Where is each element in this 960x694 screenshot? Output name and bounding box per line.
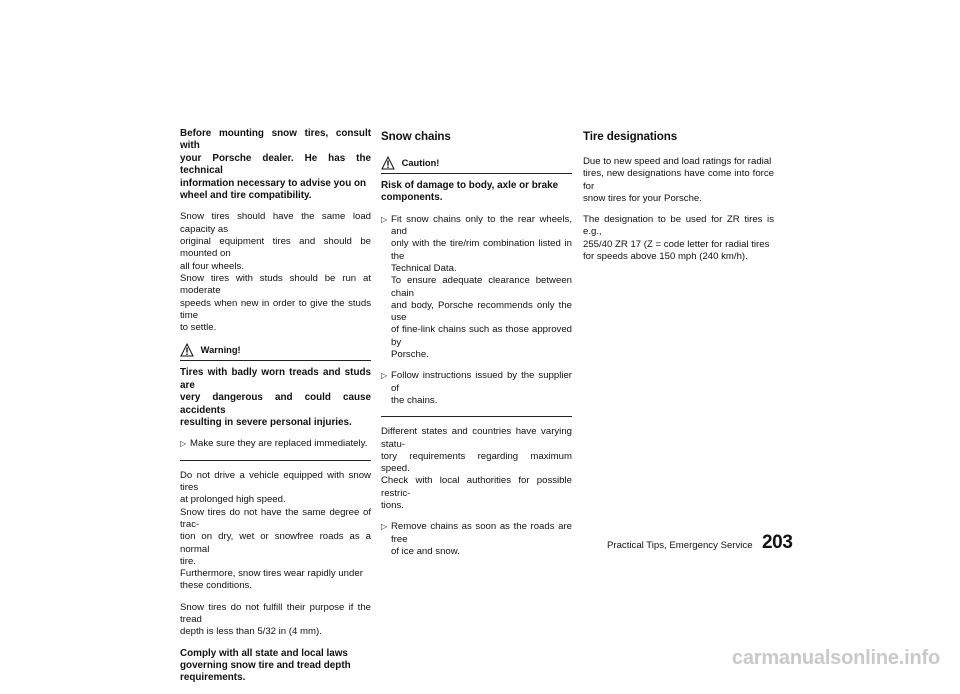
watermark-text: carmanualsonline.info <box>731 647 940 669</box>
warning-bold-text: Tires with badly worn treads and studs are very dangerous and could cause accidents resulting in severe personal injuries. <box>180 367 371 429</box>
tire-designations-heading: Tire designations <box>583 130 678 143</box>
triangle-right-icon: ▷ <box>381 371 388 381</box>
warning-triangle-icon <box>381 156 395 170</box>
caution-bold-text: Risk of damage to body, axle or brake components. <box>381 180 559 204</box>
warning-bullet: ▷ Make sure they are replaced immediately. <box>180 438 368 450</box>
supplier-instructions-bullet: ▷ Follow instructions issued by the supplier of the chains. <box>381 370 572 406</box>
warning-triangle-icon <box>180 343 194 357</box>
section-title: Practical Tips, Emergency Service <box>607 540 753 551</box>
statutory-speed-paragraph: Different states and countries have varying statu- tory requirements regarding maximum speed. Check with local authorities for possible restric- tions. <box>381 426 572 512</box>
intro-bold-text: Before mounting snow tires, consult with your Porsche dealer. He has the technical information necessary to advise you on wheel and tire compatibility. <box>180 128 371 202</box>
rear-wheels-bullet: ▷ Fit snow chains only to the rear wheels, and only with the tire/rim combination listed in the Technical Data. To ensure adequate clearance between chain and body, Porsche recommends only the use of fine-link chains such as those approved by Porsche. <box>381 213 572 361</box>
caution-title: Caution! <box>401 157 440 168</box>
snow-chains-heading: Snow chains <box>381 130 451 143</box>
caution-header <box>381 156 572 174</box>
page-footer <box>607 532 793 554</box>
comply-laws-text: Comply with all state and local laws governing snow tire and tread depth requirements. <box>180 647 351 684</box>
caution-end-rule <box>381 416 572 417</box>
zr-designation-paragraph: The designation to be used for ZR tires is e.g., 255/40 ZR 17 (Z = code letter for radial tires for speeds above 150 mph (240 km/h). <box>583 214 774 263</box>
triangle-right-icon: ▷ <box>180 439 187 449</box>
column-tire-designations <box>583 128 774 272</box>
triangle-right-icon: ▷ <box>381 214 388 224</box>
column-snow-tires <box>180 128 371 694</box>
column-snow-chains <box>381 128 572 567</box>
new-designations-paragraph: Due to new speed and load ratings for radial tires, new designations have come into force for snow tires for your Porsche. <box>583 156 774 204</box>
high-speed-paragraph: Do not drive a vehicle equipped with snow tires at prolonged high speed. Snow tires do not have the same degree of trac- tion on dry, wet or snowfree roads as a normal tire. Furthermore, snow tires wear rapidly under these conditions. <box>180 469 371 592</box>
warning-title: Warning! <box>200 345 241 356</box>
tread-depth-paragraph: Snow tires do not fulfill their purpose if the tread depth is less than 5/32 in (4 mm). <box>180 601 371 638</box>
warning-end-rule <box>180 460 371 461</box>
triangle-right-icon: ▷ <box>381 522 388 532</box>
warning-header <box>180 343 371 361</box>
remove-chains-bullet: ▷ Remove chains as soon as the roads are free of ice and snow. <box>381 521 572 557</box>
page-number: 203 <box>762 532 793 553</box>
load-capacity-paragraph: Snow tires should have the same load capacity as original equipment tires and should be mounted on all four wheels. Snow tires with studs should be run at moderate speeds when new in order to give the studs time to settle. <box>180 211 371 334</box>
